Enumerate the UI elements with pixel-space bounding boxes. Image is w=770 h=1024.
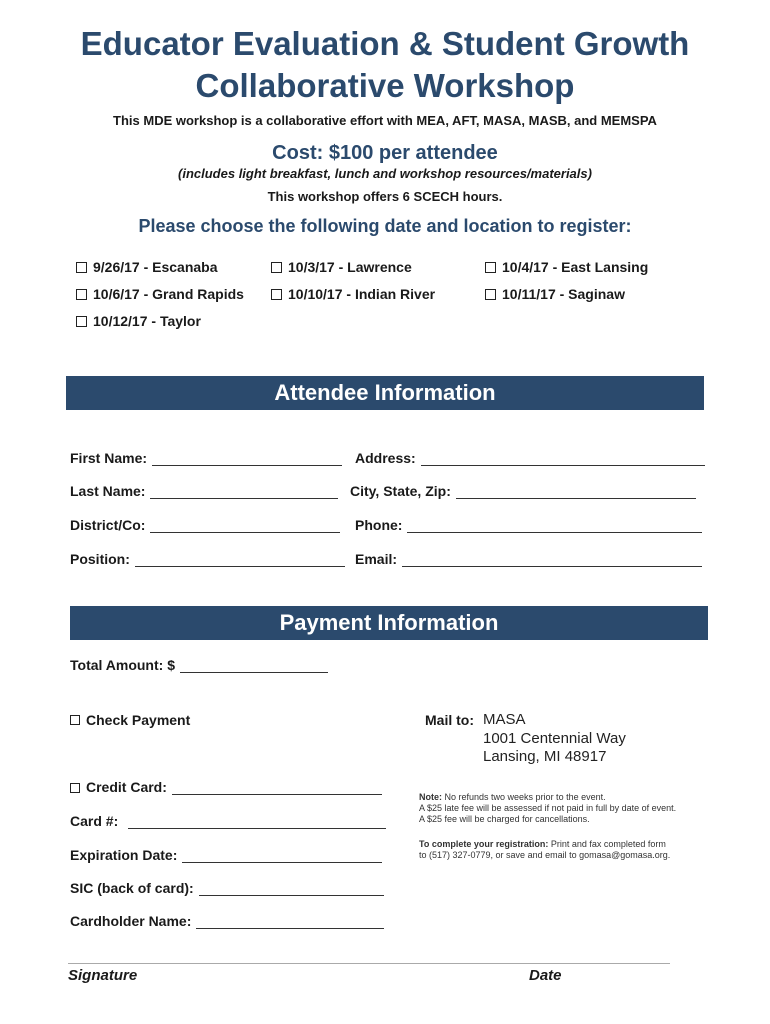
option-saginaw[interactable] — [485, 286, 625, 302]
hours-note: This workshop offers 6 SCECH hours. — [267, 189, 503, 204]
note-line1: No refunds two weeks prior to the event. — [444, 792, 606, 802]
option-label: 10/12/17 - Taylor — [93, 313, 201, 329]
option-east-lansing[interactable] — [485, 259, 648, 275]
expiration-field[interactable] — [70, 847, 382, 863]
complete-line1: Print and fax completed form — [550, 839, 666, 849]
checkbox[interactable] — [271, 262, 282, 273]
option-label: 10/6/17 - Grand Rapids — [93, 286, 244, 302]
cardholder-label: Cardholder Name: — [70, 913, 192, 929]
checkbox[interactable] — [485, 262, 496, 273]
phone-label: Phone: — [355, 517, 403, 533]
option-label: 9/26/17 - Escanaba — [93, 259, 218, 275]
card-number-line[interactable] — [128, 814, 386, 829]
card-number-label: Card #: — [70, 813, 119, 829]
checkbox[interactable] — [76, 316, 87, 327]
check-payment-option[interactable] — [70, 712, 190, 728]
expiration-label: Expiration Date: — [70, 847, 178, 863]
phone-line[interactable] — [407, 518, 702, 533]
expiration-line[interactable] — [182, 848, 382, 863]
first-name-label: First Name: — [70, 450, 148, 466]
city-state-zip-line[interactable] — [456, 484, 696, 499]
option-grand-rapids[interactable] — [76, 286, 244, 302]
position-line[interactable] — [135, 552, 345, 567]
cardholder-field[interactable] — [70, 913, 384, 929]
option-label: 10/3/17 - Lawrence — [288, 259, 412, 275]
checkbox[interactable] — [76, 262, 87, 273]
note-line3: A $25 fee will be charged for cancellations. — [419, 814, 590, 824]
date-label: Date — [529, 967, 562, 984]
option-label: 10/4/17 - East Lansing — [502, 259, 649, 275]
mail-address-line2: 1001 Centennial Way — [483, 730, 626, 747]
option-lawrence[interactable] — [271, 259, 412, 275]
sic-line[interactable] — [199, 881, 384, 896]
check-payment-label: Check Payment — [86, 712, 191, 728]
total-amount-label: Total Amount: $ — [70, 657, 175, 673]
first-name-field[interactable] — [70, 450, 342, 466]
position-label: Position: — [70, 551, 130, 567]
phone-field[interactable] — [355, 517, 702, 533]
position-field[interactable] — [70, 551, 345, 567]
address-field[interactable] — [355, 450, 705, 466]
credit-card-label: Credit Card: — [86, 779, 167, 795]
attendee-banner: Attendee Information — [66, 376, 704, 410]
page-title-line2: Collaborative Workshop — [195, 67, 575, 104]
credit-card-line[interactable] — [172, 780, 382, 795]
note-line2: A $25 late fee will be assessed if not paid in full by date of event. — [419, 803, 677, 813]
includes-note: (includes light breakfast, lunch and workshop resources/materials) — [178, 166, 592, 181]
sic-field[interactable] — [70, 880, 384, 896]
page-title-line1: Educator Evaluation & Student Growth — [80, 25, 690, 62]
credit-card-field[interactable] — [70, 779, 382, 795]
last-name-line[interactable] — [150, 484, 338, 499]
last-name-field[interactable] — [70, 483, 338, 499]
city-state-zip-label: City, State, Zip: — [350, 483, 451, 499]
checkbox[interactable] — [485, 289, 496, 300]
cardholder-line[interactable] — [196, 914, 384, 929]
checkbox[interactable] — [271, 289, 282, 300]
mail-address-line3: Lansing, MI 48917 — [483, 748, 607, 765]
complete-label: To complete your registration: — [419, 839, 549, 849]
city-state-zip-field[interactable] — [350, 483, 696, 499]
mail-to-label: Mail to: — [425, 712, 474, 728]
total-amount-field[interactable] — [70, 657, 328, 673]
sic-label: SIC (back of card): — [70, 880, 194, 896]
address-label: Address: — [355, 450, 416, 466]
mail-address-line1: MASA — [483, 711, 526, 728]
cost-heading: Cost: $100 per attendee — [272, 142, 498, 164]
card-number-field[interactable] — [70, 813, 386, 829]
option-indian-river[interactable] — [271, 286, 435, 302]
option-taylor[interactable] — [76, 313, 201, 329]
option-label: 10/10/17 - Indian River — [288, 286, 436, 302]
checkbox[interactable] — [70, 783, 80, 793]
address-line[interactable] — [421, 451, 705, 466]
district-field[interactable] — [70, 517, 340, 533]
option-label: 10/11/17 - Saginaw — [502, 286, 625, 302]
signature-line[interactable] — [68, 963, 670, 964]
choose-heading: Please choose the following date and location to register: — [138, 216, 632, 236]
subtitle: This MDE workshop is a collaborative effort with MEA, AFT, MASA, MASB, and MEMSPA — [113, 113, 657, 128]
last-name-label: Last Name: — [70, 483, 146, 499]
payment-banner: Payment Information — [70, 606, 708, 640]
signature-label: Signature — [68, 967, 138, 984]
complete-block — [419, 839, 719, 861]
total-amount-line[interactable] — [180, 658, 328, 673]
complete-line2: to (517) 327-0779, or save and email to gomasa@gomasa.org. — [419, 850, 671, 860]
email-field[interactable] — [355, 551, 702, 567]
checkbox[interactable] — [70, 715, 80, 725]
note-block — [419, 792, 719, 825]
first-name-line[interactable] — [152, 451, 342, 466]
checkbox[interactable] — [76, 289, 87, 300]
note-label: Note: — [419, 792, 442, 802]
district-label: District/Co: — [70, 517, 146, 533]
district-line[interactable] — [150, 518, 340, 533]
option-escanaba[interactable] — [76, 259, 218, 275]
email-line[interactable] — [402, 552, 702, 567]
email-label: Email: — [355, 551, 398, 567]
